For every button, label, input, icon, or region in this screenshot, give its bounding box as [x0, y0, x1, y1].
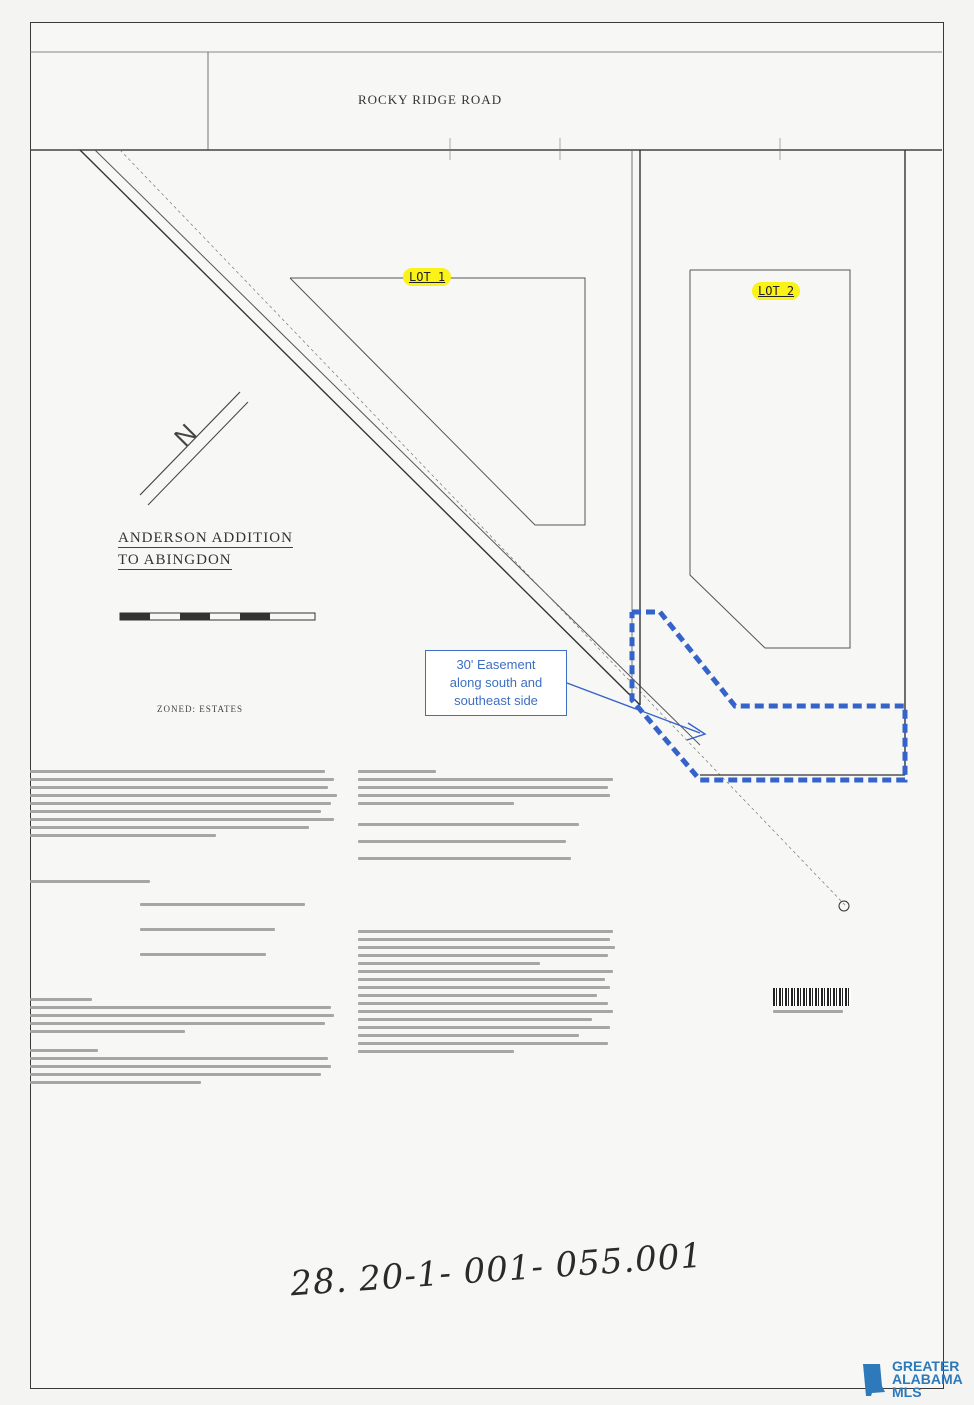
- watermark-line-3: MLS: [892, 1384, 922, 1400]
- callout-arrow: [567, 683, 700, 733]
- dimension-marks: [450, 138, 780, 160]
- callout-line-1: 30' Easement: [456, 657, 536, 672]
- callout-line-3: southeast side: [454, 693, 538, 708]
- parcel-number: 28. 20-1- 001- 055.001: [289, 1235, 705, 1305]
- north-arrow-icon: [140, 392, 248, 505]
- easement-callout: [425, 650, 567, 716]
- road-name: ROCKY RIDGE ROAD: [358, 92, 503, 107]
- survey-monument-icon: [839, 901, 849, 911]
- owner-certificate: [30, 770, 340, 842]
- easement-outline: [632, 612, 905, 780]
- notes-block: [358, 930, 618, 1058]
- engineer-certificate: [358, 770, 618, 865]
- lot1-label: LOT 1: [403, 268, 451, 286]
- mls-watermark: [860, 1360, 963, 1399]
- zoning-label: ZONED: ESTATES: [157, 704, 244, 714]
- watermark-line-2: ALABAMA: [892, 1371, 963, 1387]
- title-line-1: ANDERSON ADDITION: [118, 530, 293, 546]
- svg-text:N: N: [168, 417, 203, 453]
- title-line-2: TO ABINGDON: [118, 552, 232, 568]
- scale-bar: [120, 613, 315, 620]
- recording-barcode: [773, 988, 851, 1018]
- title-block: [118, 530, 333, 574]
- signature-block: [30, 880, 330, 961]
- notary-block: [30, 998, 340, 1089]
- alabama-state-icon: [860, 1362, 888, 1398]
- watermark-line-1: GREATER: [892, 1358, 960, 1374]
- lot2-building-line: [690, 270, 850, 648]
- lot2-label: LOT 2: [752, 282, 800, 300]
- callout-line-2: along south and: [449, 675, 543, 690]
- highway-boundary: [80, 150, 640, 705]
